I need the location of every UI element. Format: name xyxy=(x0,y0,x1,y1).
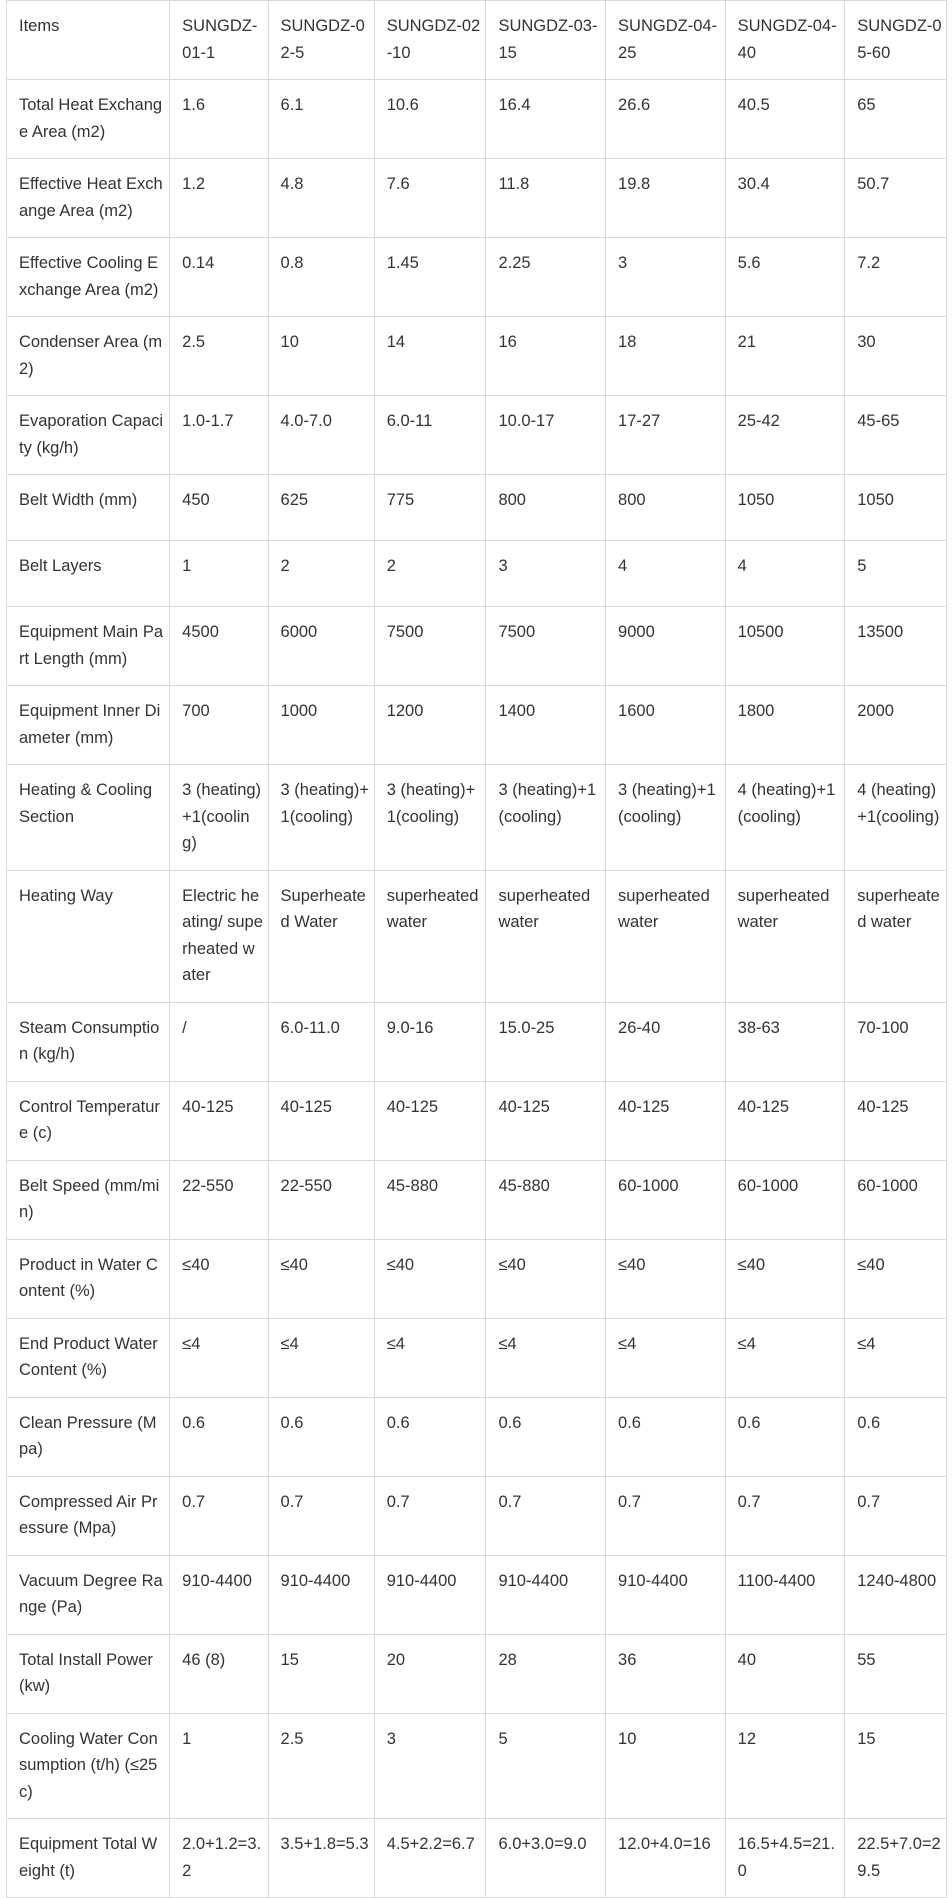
header-model: SUNGDZ-01-1 xyxy=(170,1,268,80)
table-cell: 16 xyxy=(486,317,606,396)
table-cell: 800 xyxy=(486,475,606,541)
table-cell: ≤4 xyxy=(486,1318,606,1397)
table-row xyxy=(7,1713,947,1819)
table-row xyxy=(7,1555,947,1634)
table-cell: 2.5 xyxy=(170,317,268,396)
table-cell: 775 xyxy=(374,475,486,541)
table-cell: 3 xyxy=(374,1713,486,1819)
table-cell: 1240-4800 xyxy=(845,1555,947,1634)
table-cell: 1000 xyxy=(268,686,374,765)
table-cell: 3 (heating)+1(cooling) xyxy=(486,765,606,871)
table-cell: 3 (heating)+1(cooling) xyxy=(268,765,374,871)
table-cell: 1600 xyxy=(606,686,726,765)
table-cell: 0.7 xyxy=(268,1476,374,1555)
row-label: Compressed Air Pressure (Mpa) xyxy=(7,1476,170,1555)
table-cell: 45-880 xyxy=(374,1160,486,1239)
table-cell: 12.0+4.0=16 xyxy=(606,1819,726,1898)
table-cell: ≤40 xyxy=(845,1239,947,1318)
table-cell: 3 xyxy=(606,238,726,317)
table-cell: 12 xyxy=(725,1713,845,1819)
row-label: Product in Water Content (%) xyxy=(7,1239,170,1318)
header-model: SUNGDZ-03-15 xyxy=(486,1,606,80)
table-row xyxy=(7,1634,947,1713)
table-cell: 800 xyxy=(606,475,726,541)
table-cell: 9000 xyxy=(606,607,726,686)
table-cell: ≤40 xyxy=(725,1239,845,1318)
table-cell: 6.0-11.0 xyxy=(268,1002,374,1081)
table-row xyxy=(7,765,947,871)
table-cell: 13500 xyxy=(845,607,947,686)
table-cell: 17-27 xyxy=(606,396,726,475)
table-cell: ≤40 xyxy=(170,1239,268,1318)
table-cell: 40.5 xyxy=(725,80,845,159)
table-cell: 10 xyxy=(606,1713,726,1819)
table-cell: 450 xyxy=(170,475,268,541)
table-cell: 1.45 xyxy=(374,238,486,317)
table-row xyxy=(7,1318,947,1397)
table-cell: 0.6 xyxy=(725,1397,845,1476)
row-label: Belt Width (mm) xyxy=(7,475,170,541)
table-cell: 16.4 xyxy=(486,80,606,159)
table-cell: 3 (heating)+1(cooling) xyxy=(170,765,268,871)
table-cell: 0.6 xyxy=(486,1397,606,1476)
table-cell: 1200 xyxy=(374,686,486,765)
row-label: Evaporation Capacity (kg/h) xyxy=(7,396,170,475)
row-label: Total Install Power (kw) xyxy=(7,1634,170,1713)
table-cell: 19.8 xyxy=(606,159,726,238)
header-items: Items xyxy=(7,1,170,80)
table-row xyxy=(7,1476,947,1555)
table-cell: 9.0-16 xyxy=(374,1002,486,1081)
table-cell: 2.25 xyxy=(486,238,606,317)
table-cell: 0.7 xyxy=(486,1476,606,1555)
header-row xyxy=(7,1,947,80)
table-cell: 40-125 xyxy=(486,1081,606,1160)
table-cell: 0.7 xyxy=(725,1476,845,1555)
table-cell: / xyxy=(170,1002,268,1081)
table-cell: ≤40 xyxy=(374,1239,486,1318)
row-label: Effective Cooling Exchange Area (m2) xyxy=(7,238,170,317)
table-cell: 45-880 xyxy=(486,1160,606,1239)
table-cell: 2 xyxy=(268,541,374,607)
table-cell: 4.8 xyxy=(268,159,374,238)
row-label: Vacuum Degree Range (Pa) xyxy=(7,1555,170,1634)
table-row xyxy=(7,1081,947,1160)
table-cell: 7.6 xyxy=(374,159,486,238)
table-cell: 0.7 xyxy=(845,1476,947,1555)
table-row xyxy=(7,80,947,159)
table-cell: 38-63 xyxy=(725,1002,845,1081)
table-cell: 25-42 xyxy=(725,396,845,475)
table-cell: 40-125 xyxy=(606,1081,726,1160)
table-cell: 21 xyxy=(725,317,845,396)
row-label: Control Temperature (c) xyxy=(7,1081,170,1160)
row-label: Heating Way xyxy=(7,870,170,1002)
table-cell: ≤4 xyxy=(845,1318,947,1397)
table-cell: 55 xyxy=(845,1634,947,1713)
table-cell: 6000 xyxy=(268,607,374,686)
table-cell: 3 (heating)+1(cooling) xyxy=(606,765,726,871)
spec-table xyxy=(6,0,947,1898)
table-cell: 10 xyxy=(268,317,374,396)
row-label: Equipment Main Part Length (mm) xyxy=(7,607,170,686)
table-cell: 40-125 xyxy=(268,1081,374,1160)
header-model: SUNGDZ-02-10 xyxy=(374,1,486,80)
table-cell: 22-550 xyxy=(170,1160,268,1239)
table-row xyxy=(7,159,947,238)
table-cell: 5 xyxy=(845,541,947,607)
table-cell: 0.7 xyxy=(170,1476,268,1555)
table-row xyxy=(7,870,947,1002)
table-cell: 0.6 xyxy=(374,1397,486,1476)
table-cell: 28 xyxy=(486,1634,606,1713)
header-model: SUNGDZ-04-40 xyxy=(725,1,845,80)
header-model: SUNGDZ-02-5 xyxy=(268,1,374,80)
spec-table-container xyxy=(6,0,947,1898)
row-label: Equipment Inner Diameter (mm) xyxy=(7,686,170,765)
table-cell: 15 xyxy=(845,1713,947,1819)
table-cell: 0.6 xyxy=(606,1397,726,1476)
table-cell: 40 xyxy=(725,1634,845,1713)
table-cell: 1050 xyxy=(845,475,947,541)
table-cell: 60-1000 xyxy=(845,1160,947,1239)
header-model: SUNGDZ-05-60 xyxy=(845,1,947,80)
table-cell: 1800 xyxy=(725,686,845,765)
table-cell: 16.5+4.5=21.0 xyxy=(725,1819,845,1898)
table-cell: 50.7 xyxy=(845,159,947,238)
table-row xyxy=(7,317,947,396)
table-cell: 1.6 xyxy=(170,80,268,159)
table-cell: 4.5+2.2=6.7 xyxy=(374,1819,486,1898)
table-cell: 7.2 xyxy=(845,238,947,317)
table-cell: 4 (heating)+1(cooling) xyxy=(845,765,947,871)
table-cell: 10.6 xyxy=(374,80,486,159)
table-cell: 40-125 xyxy=(725,1081,845,1160)
header-model: SUNGDZ-04-25 xyxy=(606,1,726,80)
table-row xyxy=(7,1819,947,1898)
row-label: Heating & Cooling Section xyxy=(7,765,170,871)
table-cell: 3 xyxy=(486,541,606,607)
table-cell: superheated water xyxy=(725,870,845,1002)
table-cell: 2000 xyxy=(845,686,947,765)
table-cell: 40-125 xyxy=(170,1081,268,1160)
table-cell: 1 xyxy=(170,1713,268,1819)
table-row xyxy=(7,1397,947,1476)
table-cell: 36 xyxy=(606,1634,726,1713)
table-cell: ≤40 xyxy=(268,1239,374,1318)
table-cell: superheated water xyxy=(486,870,606,1002)
table-row xyxy=(7,541,947,607)
table-cell: Electric heating/ superheated water xyxy=(170,870,268,1002)
table-cell: 4.0-7.0 xyxy=(268,396,374,475)
table-cell: 2.5 xyxy=(268,1713,374,1819)
table-cell: ≤40 xyxy=(486,1239,606,1318)
table-row xyxy=(7,238,947,317)
table-cell: 1050 xyxy=(725,475,845,541)
table-cell: 910-4400 xyxy=(606,1555,726,1634)
table-cell: 40-125 xyxy=(374,1081,486,1160)
table-cell: 910-4400 xyxy=(486,1555,606,1634)
table-cell: 910-4400 xyxy=(374,1555,486,1634)
table-cell: 4 xyxy=(725,541,845,607)
table-cell: 11.8 xyxy=(486,159,606,238)
table-cell: 14 xyxy=(374,317,486,396)
table-cell: 4 (heating)+1(cooling) xyxy=(725,765,845,871)
table-cell: 20 xyxy=(374,1634,486,1713)
table-cell: superheated water xyxy=(606,870,726,1002)
row-label: End Product Water Content (%) xyxy=(7,1318,170,1397)
table-cell: 45-65 xyxy=(845,396,947,475)
table-cell: 5 xyxy=(486,1713,606,1819)
table-row xyxy=(7,1239,947,1318)
table-cell: 910-4400 xyxy=(170,1555,268,1634)
table-cell: 0.7 xyxy=(606,1476,726,1555)
table-cell: 40-125 xyxy=(845,1081,947,1160)
table-row xyxy=(7,686,947,765)
table-cell: 65 xyxy=(845,80,947,159)
table-cell: 15.0-25 xyxy=(486,1002,606,1081)
table-cell: 22-550 xyxy=(268,1160,374,1239)
table-cell: 26.6 xyxy=(606,80,726,159)
table-cell: 910-4400 xyxy=(268,1555,374,1634)
table-cell: 1400 xyxy=(486,686,606,765)
table-cell: 3 (heating)+1(cooling) xyxy=(374,765,486,871)
table-cell: ≤4 xyxy=(268,1318,374,1397)
row-label: Clean Pressure (Mpa) xyxy=(7,1397,170,1476)
table-cell: 0.14 xyxy=(170,238,268,317)
table-cell: 0.8 xyxy=(268,238,374,317)
table-cell: 1.2 xyxy=(170,159,268,238)
table-cell: 2 xyxy=(374,541,486,607)
table-row xyxy=(7,396,947,475)
table-row xyxy=(7,475,947,541)
table-cell: Superheated Water xyxy=(268,870,374,1002)
row-label: Steam Consumption (kg/h) xyxy=(7,1002,170,1081)
table-cell: 1100-4400 xyxy=(725,1555,845,1634)
table-cell: 18 xyxy=(606,317,726,396)
table-cell: 1 xyxy=(170,541,268,607)
table-cell: 4 xyxy=(606,541,726,607)
table-cell: 6.0-11 xyxy=(374,396,486,475)
table-cell: ≤4 xyxy=(170,1318,268,1397)
table-cell: ≤4 xyxy=(606,1318,726,1397)
table-cell: 3.5+1.8=5.3 xyxy=(268,1819,374,1898)
table-cell: 70-100 xyxy=(845,1002,947,1081)
table-cell: 2.0+1.2=3.2 xyxy=(170,1819,268,1898)
row-label: Total Heat Exchange Area (m2) xyxy=(7,80,170,159)
row-label: Belt Speed (mm/min) xyxy=(7,1160,170,1239)
table-cell: ≤40 xyxy=(606,1239,726,1318)
table-cell: 0.7 xyxy=(374,1476,486,1555)
row-label: Equipment Total Weight (t) xyxy=(7,1819,170,1898)
table-cell: 5.6 xyxy=(725,238,845,317)
table-cell: superheated water xyxy=(374,870,486,1002)
table-cell: 26-40 xyxy=(606,1002,726,1081)
table-cell: 0.6 xyxy=(170,1397,268,1476)
table-cell: ≤4 xyxy=(725,1318,845,1397)
table-cell: 10500 xyxy=(725,607,845,686)
table-cell: 6.0+3.0=9.0 xyxy=(486,1819,606,1898)
table-cell: 700 xyxy=(170,686,268,765)
table-cell: 46 (8) xyxy=(170,1634,268,1713)
table-cell: 30 xyxy=(845,317,947,396)
table-cell: 30.4 xyxy=(725,159,845,238)
table-cell: 6.1 xyxy=(268,80,374,159)
table-cell: 625 xyxy=(268,475,374,541)
row-label: Effective Heat Exchange Area (m2) xyxy=(7,159,170,238)
table-cell: 10.0-17 xyxy=(486,396,606,475)
row-label: Cooling Water Consumption (t/h) (≤25c) xyxy=(7,1713,170,1819)
table-cell: 15 xyxy=(268,1634,374,1713)
table-cell: 1.0-1.7 xyxy=(170,396,268,475)
row-label: Belt Layers xyxy=(7,541,170,607)
table-cell: 7500 xyxy=(486,607,606,686)
table-cell: 60-1000 xyxy=(725,1160,845,1239)
table-cell: 60-1000 xyxy=(606,1160,726,1239)
table-row xyxy=(7,607,947,686)
table-cell: 0.6 xyxy=(845,1397,947,1476)
table-cell: 0.6 xyxy=(268,1397,374,1476)
row-label: Condenser Area (m2) xyxy=(7,317,170,396)
table-cell: superheated water xyxy=(845,870,947,1002)
table-cell: 7500 xyxy=(374,607,486,686)
table-cell: ≤4 xyxy=(374,1318,486,1397)
table-cell: 4500 xyxy=(170,607,268,686)
table-cell: 22.5+7.0=29.5 xyxy=(845,1819,947,1898)
table-row xyxy=(7,1160,947,1239)
table-row xyxy=(7,1002,947,1081)
